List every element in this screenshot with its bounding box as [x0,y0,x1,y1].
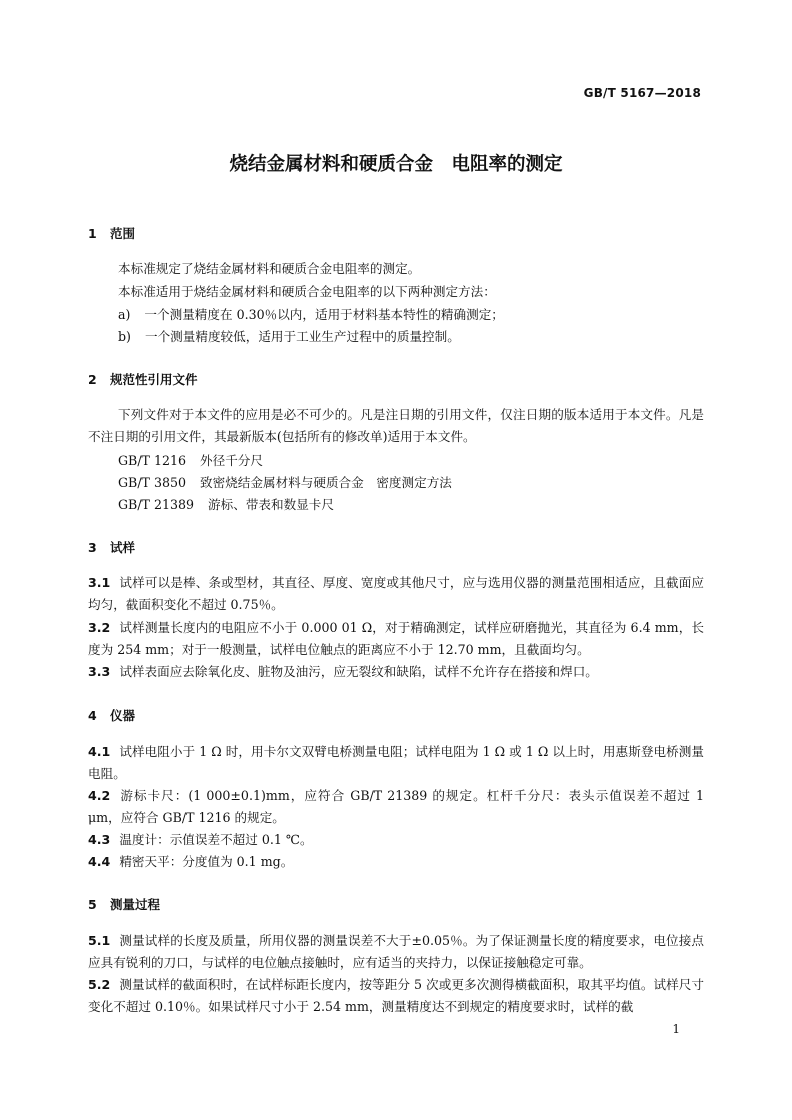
reference-name: 致密烧结金属材料与硬质合金 密度测定方法 [200,475,452,490]
clause [88,851,704,873]
clause-text: 游标卡尺：(1 000±0.1)mm，应符合 GB/T 21389 的规定。杠杆千分尺：表头示值误差不超过 1 μm，应符合 GB/T 1216 的规定。 [88,788,704,825]
clause [88,785,704,829]
clause-number: 3.2 [88,620,111,635]
reference-code: GB/T 21389 [118,497,195,512]
paragraph: 本标准规定了烧结金属材料和硬质合金电阻率的测定。 [118,261,421,276]
reference-item [118,472,452,494]
section-number: 1 [88,226,97,241]
list-item [118,304,504,326]
standard-number: GB/T 5167—2018 [583,86,701,100]
reference-code: GB/T 3850 [118,475,187,490]
section-number: 4 [88,708,97,723]
section-heading-1 [88,224,135,242]
document-title: 烧结金属材料和硬质合金 电阻率的测定 [229,154,563,175]
clause-number: 3.3 [88,664,111,679]
clause [88,741,704,785]
list-item [118,326,460,348]
clause-text: 试样表面应去除氧化皮、脏物及油污，应无裂纹和缺陷，试样不允许存在搭接和焊口。 [119,664,598,679]
section-title: 范围 [110,226,136,241]
paragraph: 本标准适用于烧结金属材料和硬质合金电阻率的以下两种测定方法： [118,284,496,299]
clause-number: 4.1 [88,744,111,759]
clause-number: 3.1 [88,575,111,590]
reference-item [118,450,263,472]
clause-text: 测量试样的截面积时，在试样标距长度内，按等距分 5 次或更多次测得横截面积，取其平均值。试样尺寸变化不超过 0.10％。如果试样尺寸小于 2.54 mm，测量精度达不到规定的精度要求时，试样的截 [88,977,704,1014]
clause-text: 试样电阻小于 1 Ω 时，用卡尔文双臂电桥测量电阻；试样电阻为 1 Ω 或 1 Ω 以上时，用惠斯登电桥测量电阻。 [88,744,704,781]
clause [88,661,704,683]
clause [88,572,704,616]
paragraph: 下列文件对于本文件的应用是必不可少的。凡是注日期的引用文件，仅注日期的版本适用于本文件。凡是不注日期的引用文件，其最新版本(包括所有的修改单)适用于本文件。 [88,407,704,444]
clause-text: 试样可以是棒、条或型材，其直径、厚度、宽度或其他尺寸，应与选用仪器的测量范围相适应，且截面应均匀，截面积变化不超过 0.75％。 [88,575,704,612]
section-title: 测量过程 [110,897,161,912]
list-marker: a) [118,307,131,322]
section-title: 试样 [110,540,136,555]
list-marker: b) [118,329,131,344]
clause-text: 精密天平：分度值为 0.1 mg。 [119,854,294,869]
clause [88,829,704,851]
reference-code: GB/T 1216 [118,453,187,468]
clause-number: 5.1 [88,933,111,948]
clause-number: 5.2 [88,977,111,992]
reference-name: 游标、带表和数显卡尺 [208,497,334,512]
clause-number: 4.4 [88,854,111,869]
clause-number: 4.3 [88,832,111,847]
clause-text: 试样测量长度内的电阻应不小于 0.000 01 Ω，对于精确测定，试样应研磨抛光，其直径为 6.4 mm，长度为 254 mm；对于一般测量，试样电位触点的距离应不小于 12.70 mm，且截面均匀。 [88,620,704,657]
reference-name: 外径千分尺 [200,453,263,468]
section-title: 规范性引用文件 [110,372,198,387]
section-heading-2 [88,370,198,388]
list-text: 一个测量精度较低，适用于工业生产过程中的质量控制。 [144,329,460,344]
section-title: 仪器 [110,708,136,723]
reference-item [118,494,334,516]
page-number: 1 [672,1022,680,1036]
clause-number: 4.2 [88,788,111,803]
clause-text: 温度计：示值误差不超过 0.1 ℃。 [119,832,313,847]
section-number: 3 [88,540,97,555]
clause-text: 测量试样的长度及质量，所用仪器的测量误差不大于±0.05％。为了保证测量长度的精度要求，电位接点应具有锐利的刀口，与试样的电位触点接触时，应有适当的夹持力，以保证接触稳定可靠。 [88,933,704,970]
clause [88,617,704,661]
clause [88,930,704,974]
section-heading-3 [88,538,135,556]
list-text: 一个测量精度在 0.30％以内，适用于材料基本特性的精确测定； [144,307,504,322]
section-heading-5 [88,895,160,913]
section-heading-4 [88,706,135,724]
section-number: 5 [88,897,97,912]
section-number: 2 [88,372,97,387]
clause [88,974,704,1018]
